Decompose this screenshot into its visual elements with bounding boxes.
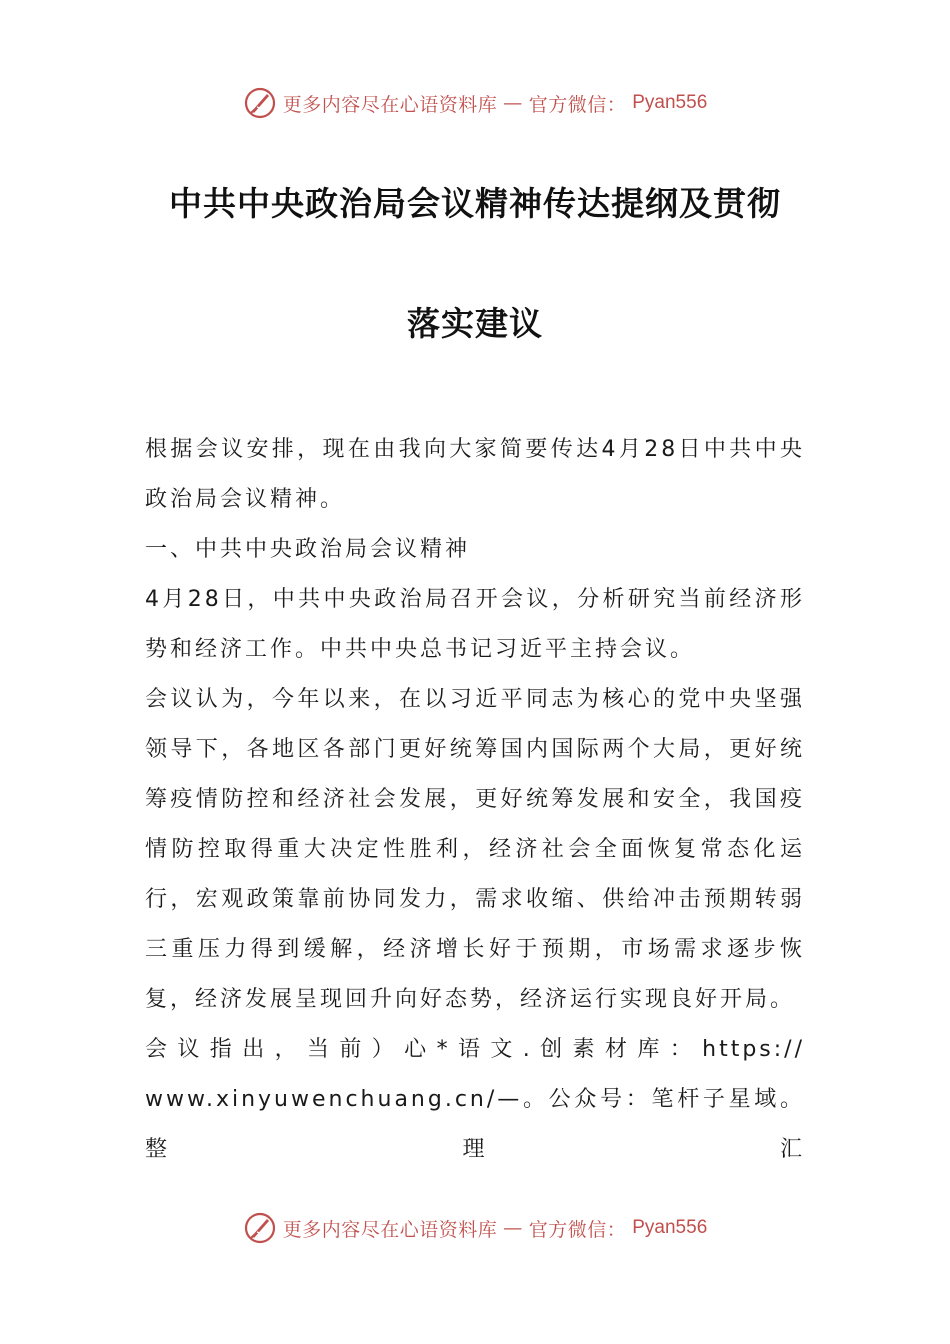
quill-logo-icon — [243, 1211, 277, 1245]
section-heading: 一、中共中央政治局会议精神 — [145, 537, 471, 562]
watermark-wechat-id: Pyan556 — [632, 92, 708, 113]
watermark-text: 更多内容尽在心语资料库 — [282, 1218, 498, 1241]
watermark-wechat-id: Pyan556 — [632, 1217, 708, 1238]
document-body — [145, 425, 805, 1175]
footer-watermark — [0, 1208, 950, 1248]
watermark-dash: — — [503, 1217, 523, 1239]
paragraph-meeting-points-line-2: www.xinyuwenchuang.cn/—。公众号：笔杆子星域。整理汇 — [145, 1087, 805, 1162]
document-title-line-2: 落实建议 — [407, 304, 543, 343]
watermark-label: 官方微信： — [528, 93, 627, 116]
watermark-label: 官方微信： — [528, 1218, 627, 1241]
watermark-dash: — — [503, 92, 523, 114]
paragraph-meeting-points-line-1: 会议指出，当前）心*语文.创素材库：https:// — [145, 1037, 805, 1062]
paragraph-meeting-date: 4月28日，中共中央政治局召开会议，分析研究当前经济形势和经济工作。中共中央总书记习近平主持会议。 — [145, 587, 805, 662]
watermark-text: 更多内容尽在心语资料库 — [282, 93, 498, 116]
paragraph-intro: 根据会议安排，现在由我向大家简要传达4月28日中共中央政治局会议精神。 — [145, 437, 805, 512]
header-watermark — [0, 83, 950, 123]
document-title-line-1: 中共中央政治局会议精神传达提纲及贯彻 — [169, 184, 781, 223]
paragraph-meeting-assessment: 会议认为，今年以来，在以习近平同志为核心的党中央坚强领导下，各地区各部门更好统筹国内国际两个大局，更好统筹疫情防控和经济社会发展，更好统筹发展和安全，我国疫情防控取得重大决定性胜利，经济社会全面恢复常态化运行，宏观政策靠前协同发力，需求收缩、供给冲击预期转弱三重压力得到缓解，经济增长好于预期，市场需求逐步恢复，经济发展呈现回升向好态势，经济运行实现良好开局。 — [145, 687, 805, 1012]
quill-logo-icon — [243, 86, 277, 120]
